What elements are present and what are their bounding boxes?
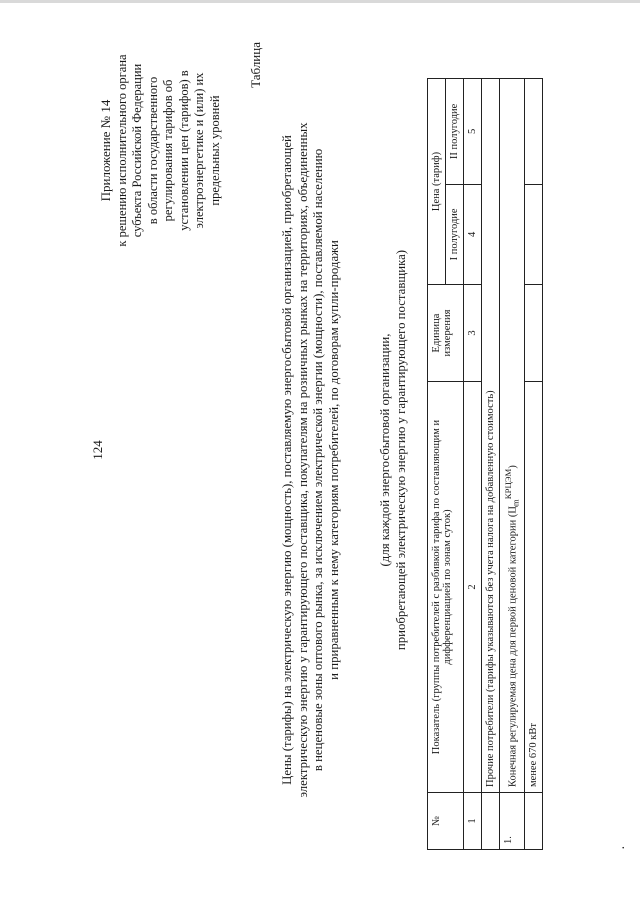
section-label: Прочие потребители (тарифы указываются без учета налога на добавленную стоимость)	[482, 79, 500, 793]
page-number: 124	[90, 440, 105, 460]
row-label-text: Конечная регулируемая цена для первой ценовой категории (Ц	[507, 506, 519, 787]
tariff-table	[427, 78, 543, 850]
appendix-line: предельных уровней	[207, 95, 222, 206]
column-number: 4	[464, 184, 482, 284]
scan-edge-top	[0, 0, 640, 3]
price-subscript: m	[510, 499, 521, 507]
row-number: 1.	[500, 793, 525, 850]
subheading-line: (для каждой энергосбытовой организации,	[378, 333, 392, 567]
appendix-block	[98, 43, 223, 258]
header-unit: Единица измерения	[428, 285, 464, 382]
document-heading	[280, 110, 342, 810]
table-header-row	[428, 79, 446, 850]
document-page	[20, 30, 632, 870]
table-cell	[524, 793, 542, 850]
table-row	[524, 79, 542, 850]
row-label-suffix: )	[507, 465, 519, 469]
column-number: 3	[464, 285, 482, 382]
header-price: Цена (тариф)	[428, 79, 446, 285]
table-cell	[524, 285, 542, 382]
margin-dot: ·	[617, 845, 632, 850]
subheading-line: приобретающей электрическую энергию у гарантирующего поставщика)	[393, 249, 408, 651]
column-numbering-row	[464, 79, 482, 850]
appendix-line: регулирования тарифов об	[161, 79, 175, 222]
table-row	[500, 79, 525, 850]
header-half-1: I полугодие	[446, 184, 464, 284]
header-half-2: II полугодие	[446, 79, 464, 185]
appendix-line: субъекта Российской Федерации	[130, 63, 144, 238]
row-label	[500, 79, 525, 793]
appendix-line: установлении цен (тарифов) в	[176, 70, 191, 231]
heading-line: и приравненным к нему категориям потребителей, по договорам купли-продажи	[326, 240, 341, 680]
header-indicator: Показатель (группы потребителей с разбивкой тарифа по составляющим и дифференциацией по зонам суток)	[428, 382, 464, 793]
column-number: 1	[464, 793, 482, 850]
table-cell	[524, 79, 542, 185]
column-number: 2	[464, 382, 482, 793]
appendix-line: в области государственного	[145, 76, 160, 225]
appendix-line: к решению исполнительного органа	[114, 54, 129, 247]
header-number: №	[428, 793, 464, 850]
table-section-row	[482, 79, 500, 850]
document-subheading	[378, 230, 409, 670]
table-cell	[482, 793, 500, 850]
price-superscript: КРЦЭМ	[503, 468, 513, 500]
heading-line: Цены (тарифы) на электрическую энергию (мощность), поставляемую энергосбытовой организацией, приобретающей	[280, 135, 294, 785]
appendix-line: электроэнергетике и (или) их	[192, 72, 206, 229]
heading-line: в неценовые зоны оптового рынка, за исключением электрической энергии (мощности), поставляемой населению	[311, 148, 325, 772]
heading-line: электрическую энергию у гарантирующего поставщика, покупателям на розничных рынках на территориях, объединенных	[295, 122, 310, 798]
column-number: 5	[464, 79, 482, 185]
row-label: менее 670 кВт	[524, 382, 542, 793]
table-cell	[524, 184, 542, 284]
appendix-title: Приложение № 14	[98, 99, 113, 202]
table-label: Таблица	[248, 42, 263, 88]
